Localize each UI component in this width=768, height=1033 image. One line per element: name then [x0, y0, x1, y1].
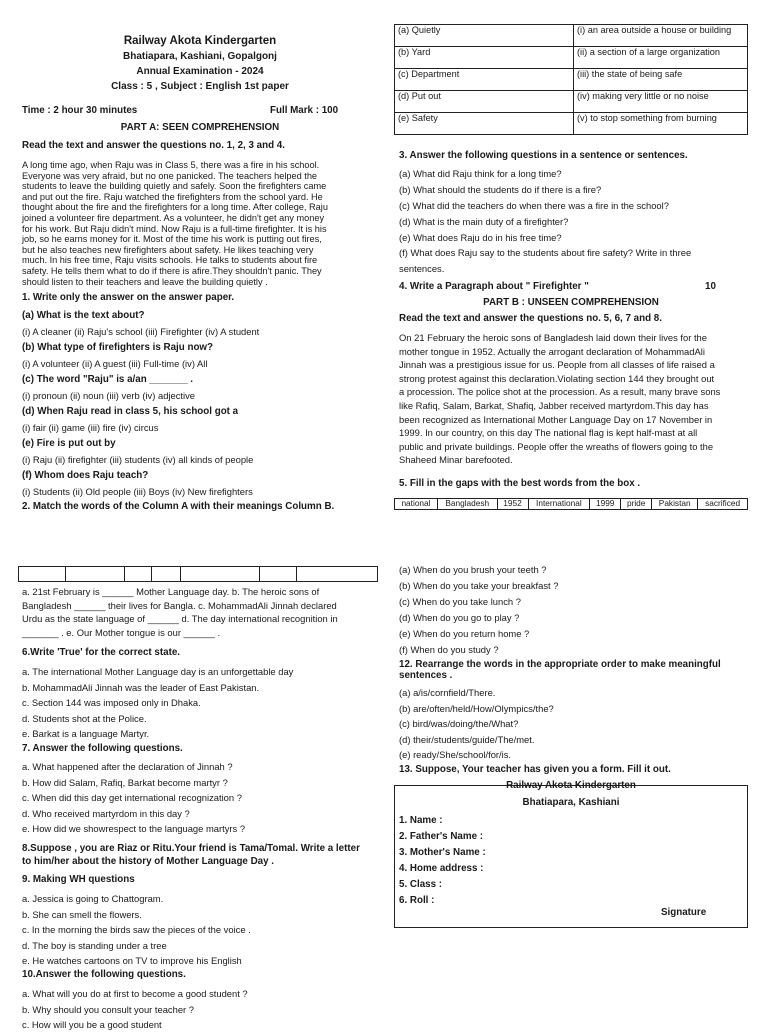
q9-sentences	[22, 891, 382, 969]
passage-line: joined a volunteer fire department. As a volunteer, he didn't get any money	[22, 212, 325, 223]
column-a-word: (b) Yard	[395, 47, 574, 69]
q11-question: (b) When do you take your breakfast ?	[399, 580, 559, 591]
q7-question: c. When did this day get international recognization ?	[22, 792, 242, 804]
q3-question: sentences.	[399, 263, 445, 275]
passage-line: but he also teaches new firefighters about safety. He likes teaching very	[22, 244, 314, 255]
q4-title: 4. Write a Paragraph about " Firefighter "	[399, 281, 589, 292]
q1-choices: (i) pronoun (ii) noun (iii) verb (iv) adjective	[22, 390, 195, 401]
column-b-meaning: (iv) making very little or no noise	[574, 91, 748, 113]
q10-question: c. How will you be a good student	[22, 1019, 162, 1031]
full-mark-label: Full Mark : 100	[270, 105, 339, 116]
q3-questions	[399, 166, 749, 277]
q10-questions	[22, 986, 382, 1033]
unseen-passage	[399, 331, 751, 467]
word-box-item: Bangladesh	[437, 499, 497, 510]
exam-name: Annual Examination - 2024	[136, 66, 264, 77]
q11-question: (a) When do you brush your teeth ?	[399, 564, 547, 575]
fill-gap-sentence: Urdu as the state language of ______ d. The day international recognition in	[22, 613, 338, 624]
q1-choices: (i) fair (ii) game (iii) fire (iv) circus	[22, 422, 159, 433]
passage-line: public and private buildings. People offer the wreaths of flowers going to the	[399, 440, 714, 452]
class-subject: Class : 5 , Subject : English 1st paper	[111, 81, 289, 92]
q12-line1: 12. Rearrange the words in the appropriate order to make meaningful	[399, 659, 721, 670]
part-a-title: PART A: SEEN COMPREHENSION	[120, 122, 280, 133]
q1-title: 1. Write only the answer on the answer paper.	[22, 292, 235, 303]
passage-line: Jinnah was a prestigious issue for us. People from all classes of life raised a	[399, 359, 715, 371]
word-box-row	[395, 499, 748, 510]
passage-line: and put out the fire. Raju watched the firefighters from the school yard. He	[22, 191, 323, 202]
q6-title: 6.Write 'True' for the correct state.	[22, 647, 181, 658]
school-name: Railway Akota Kindergarten	[123, 35, 277, 47]
q5-title: 5. Fill in the gaps with the best words from the box .	[399, 478, 641, 489]
passage-line: thought about the fire and the firefighters for a long time. After college, Raju	[22, 202, 328, 213]
q3-question: (c) What did the teachers do when there was a fire in the school?	[399, 199, 669, 211]
q1-question: (d) When Raju read in class 5, his school got a	[22, 406, 239, 417]
q3-question: (e) What does Raju do in his free time?	[399, 231, 562, 243]
passage-line: 1999. In our country, on this day The national flag is kept half-mast at all	[399, 427, 698, 439]
q1-choices: (i) Students (ii) Old people (iii) Boys (iv) New firefighters	[22, 486, 253, 497]
passage-line: should listen to their teachers and leave the building quietly .	[22, 276, 268, 287]
part-b-title: PART B : UNSEEN COMPREHENSION	[483, 297, 659, 308]
passage-line: been recognized as International Mother Language Day on 17 November in	[399, 413, 713, 425]
form-field-label: 2. Father's Name :	[399, 831, 484, 842]
form-address: Bhatiapara, Kashiani	[522, 797, 620, 808]
match-row	[395, 47, 748, 69]
q3-question: (b) What should the students do if there is a fire?	[399, 183, 602, 195]
rearrange-item: (a) a/is/cornfield/There.	[399, 687, 496, 698]
form-fields	[399, 813, 739, 909]
word-box	[394, 498, 748, 510]
form-signature: Signature	[661, 907, 707, 918]
match-row	[395, 25, 748, 47]
q7-questions	[22, 759, 382, 837]
passage-line: A long time ago, when Raju was in Class 5, there was a fire in his school.	[22, 160, 320, 170]
q7-title: 7. Answer the following questions.	[22, 743, 183, 754]
q11-question: (d) When do you go to play ?	[399, 612, 520, 623]
school-address: Bhatiapara, Kashiani, Gopalgonj	[123, 51, 277, 62]
true-false-statement: d. Students shot at the Police.	[22, 712, 147, 724]
wh-sentence: d. The boy is standing under a tree	[22, 939, 167, 951]
wh-sentence: c. In the morning the birds saw the pieces of the voice .	[22, 924, 251, 936]
match-row	[395, 91, 748, 113]
form-school: Railway Akota Kindergarten	[506, 780, 636, 791]
q1-choices: (i) A volunteer (ii) A guest (iii) Full-time (iv) All	[22, 358, 208, 369]
passage-line: strong protest against this declaration.Violating section 144 they brought out	[399, 372, 715, 384]
passage-line: students to leave the building quietly and safely. Soon the firefighters came	[22, 181, 327, 192]
q5-sentences	[22, 585, 382, 639]
q3-question: (f) What does Raju say to the students about fire safety? Write in three	[399, 247, 692, 259]
column-b-meaning: (iii) the state of being safe	[574, 69, 748, 91]
q7-question: a. What happened after the declaration of Jinnah ?	[22, 761, 233, 772]
wh-sentence: e. He watches cartoons on TV to improve his English	[22, 955, 242, 967]
q7-question: e. How did we showrespect to the language martyrs ?	[22, 823, 246, 835]
true-false-statement: c. Section 144 was imposed only in Dhaka.	[22, 697, 201, 709]
seen-passage	[22, 160, 364, 287]
time-label: Time : 2 hour 30 minutes	[22, 105, 138, 116]
true-false-statement: b. MohammadAli Jinnah was the leader of East Pakistan.	[22, 681, 260, 693]
fill-gap-sentence: a. 21st February is ______ Mother Language day. b. The heroic sons of	[22, 586, 320, 597]
passage-line: like Rafiq, Salam, Barkat, Shafiq, Jabber received martyrdom.This day has	[399, 399, 709, 411]
q10-question: b. Why should you consult your teacher ?	[22, 1003, 194, 1015]
word-box-item: Pakistan	[652, 499, 698, 510]
q8-line2: to him/her about the history of Mother Language Day .	[22, 856, 275, 867]
fill-gap-sentence: _______ . e. Our Mother tongue is our ______ .	[22, 626, 221, 638]
form-field-label: 1. Name :	[399, 815, 443, 826]
q3-question: (a) What did Raju think for a long time?	[399, 168, 562, 179]
q7-question: b. How did Salam, Rafiq, Barkat become martyr ?	[22, 776, 228, 788]
q6-statements	[22, 664, 382, 742]
q1-question: (f) Whom does Raju teach?	[22, 470, 149, 481]
column-a-word: (c) Department	[395, 69, 574, 91]
passage-line: safety. He tells them what to do if there is afire.They shouldn't panic. They	[22, 265, 322, 276]
word-box-item: 1999	[590, 499, 621, 510]
q7-question: d. Who received martyrdom in this day ?	[22, 807, 190, 819]
column-a-word: (e) Safety	[395, 113, 574, 135]
fill-gap-sentence: Bangladesh ______ their lives for Bangla. c. MohammadAli Jinnah declared	[22, 599, 337, 611]
column-b-meaning: (v) to stop something from burning	[574, 113, 748, 135]
form-field-label: 6. Roll :	[399, 895, 435, 906]
q3-title: 3. Answer the following questions in a sentence or sentences.	[399, 150, 688, 161]
q1-question: (e) Fire is put out by	[22, 438, 116, 449]
match-table	[394, 24, 748, 135]
passage-line: for his work. But Raju didn't mind. Now Raju is a full-time firefighter. It is his	[22, 223, 327, 234]
q1-options	[22, 308, 382, 500]
q1-choices: (i) Raju (ii) firefighter (iii) students (iv) all kinds of people	[22, 454, 254, 465]
q1-question: (c) The word "Raju" is a/an _______ .	[22, 374, 194, 385]
q11-question: (c) When do you take lunch ?	[399, 596, 521, 607]
form-field-label: 4. Home address :	[399, 863, 484, 874]
true-false-statement: a. The international Mother Language day is an unforgettable day	[22, 666, 294, 677]
exam-header	[20, 34, 380, 94]
q1-choices: (i) A cleaner (ii) Raju's school (iii) Firefighter (iv) A student	[22, 326, 260, 337]
column-a-word: (a) Quietly	[395, 25, 574, 47]
form-box	[394, 780, 748, 928]
wh-sentence: a. Jessica is going to Chattogram.	[22, 893, 164, 904]
passage-line: Shaheed Minar barefooted.	[399, 454, 513, 466]
rearrange-item: (c) bird/was/doing/the/What?	[399, 718, 519, 730]
empty-answer-table	[18, 566, 378, 582]
word-box-item: pride	[621, 499, 652, 510]
true-false-statement: e. Barkat is a language Martyr.	[22, 728, 150, 740]
q11-question: (e) When do you return home ?	[399, 628, 530, 639]
q3-question: (d) What is the main duty of a firefighter?	[399, 215, 569, 227]
q11-question: (f) When do you study ?	[399, 644, 499, 655]
word-box-item: sacrificed	[698, 499, 748, 510]
column-b-meaning: (i) an area outside a house or building	[574, 25, 748, 47]
q1-question: (a) What is the text about?	[22, 310, 145, 321]
q8-line1: 8.Suppose , you are Riaz or Ritu.Your friend is Tama/Tomal. Write a letter	[22, 843, 360, 854]
rearrange-item: (e) ready/She/school/for/is.	[399, 749, 512, 761]
column-b-meaning: (ii) a section of a large organization	[574, 47, 748, 69]
q4-mark: 10	[705, 281, 716, 292]
q10-title: 10.Answer the following questions.	[22, 969, 186, 980]
passage-line: mother tongue in 1952. Actually the arrogant declaration of MohammadAli	[399, 345, 705, 357]
form-field-label: 3. Mother's Name :	[399, 847, 486, 858]
q11-questions	[399, 562, 749, 658]
passage-line: On 21 February the heroic sons of Bangladesh laid down their lives for the	[399, 332, 707, 343]
passage-line: Everyone was very afraid, but no one panicked. The teachers helped the	[22, 170, 318, 181]
part-b-instruction: Read the text and answer the questions no. 5, 6, 7 and 8.	[399, 313, 662, 324]
q1-question: (b) What type of firefighters is Raju now?	[22, 342, 214, 353]
part-a-instruction: Read the text and answer the questions no. 1, 2, 3 and 4.	[22, 140, 285, 151]
passage-line: a procession. The police shot at the procession. As a result, many brave sons	[399, 386, 721, 398]
passage-line: much. In his free time, Raju visits schools. He talks to students about fire	[22, 255, 318, 266]
q12-line2: sentences .	[399, 670, 453, 681]
rearrange-item: (d) their/students/guide/The/met.	[399, 733, 535, 745]
q13-title: 13. Suppose, Your teacher has given you a form. Fill it out.	[399, 764, 671, 775]
passage-line: job, so he earns money for it. Most of the time his work is putting out fires,	[22, 234, 322, 245]
match-row	[395, 113, 748, 135]
form-field-label: 5. Class :	[399, 879, 443, 890]
match-row	[395, 69, 748, 91]
q2-title: 2. Match the words of the Column A with their meanings Column B.	[22, 501, 335, 512]
word-box-item: national	[395, 499, 438, 510]
word-box-item: International	[528, 499, 590, 510]
column-a-word: (d) Put out	[395, 91, 574, 113]
rearrange-item: (b) are/often/held/How/Olympics/the?	[399, 702, 554, 714]
word-box-item: 1952	[497, 499, 528, 510]
q12-items	[399, 685, 749, 763]
q9-title: 9. Making WH questions	[22, 874, 135, 885]
wh-sentence: b. She can smell the flowers.	[22, 908, 142, 920]
q10-question: a. What will you do at first to become a good student ?	[22, 988, 248, 999]
